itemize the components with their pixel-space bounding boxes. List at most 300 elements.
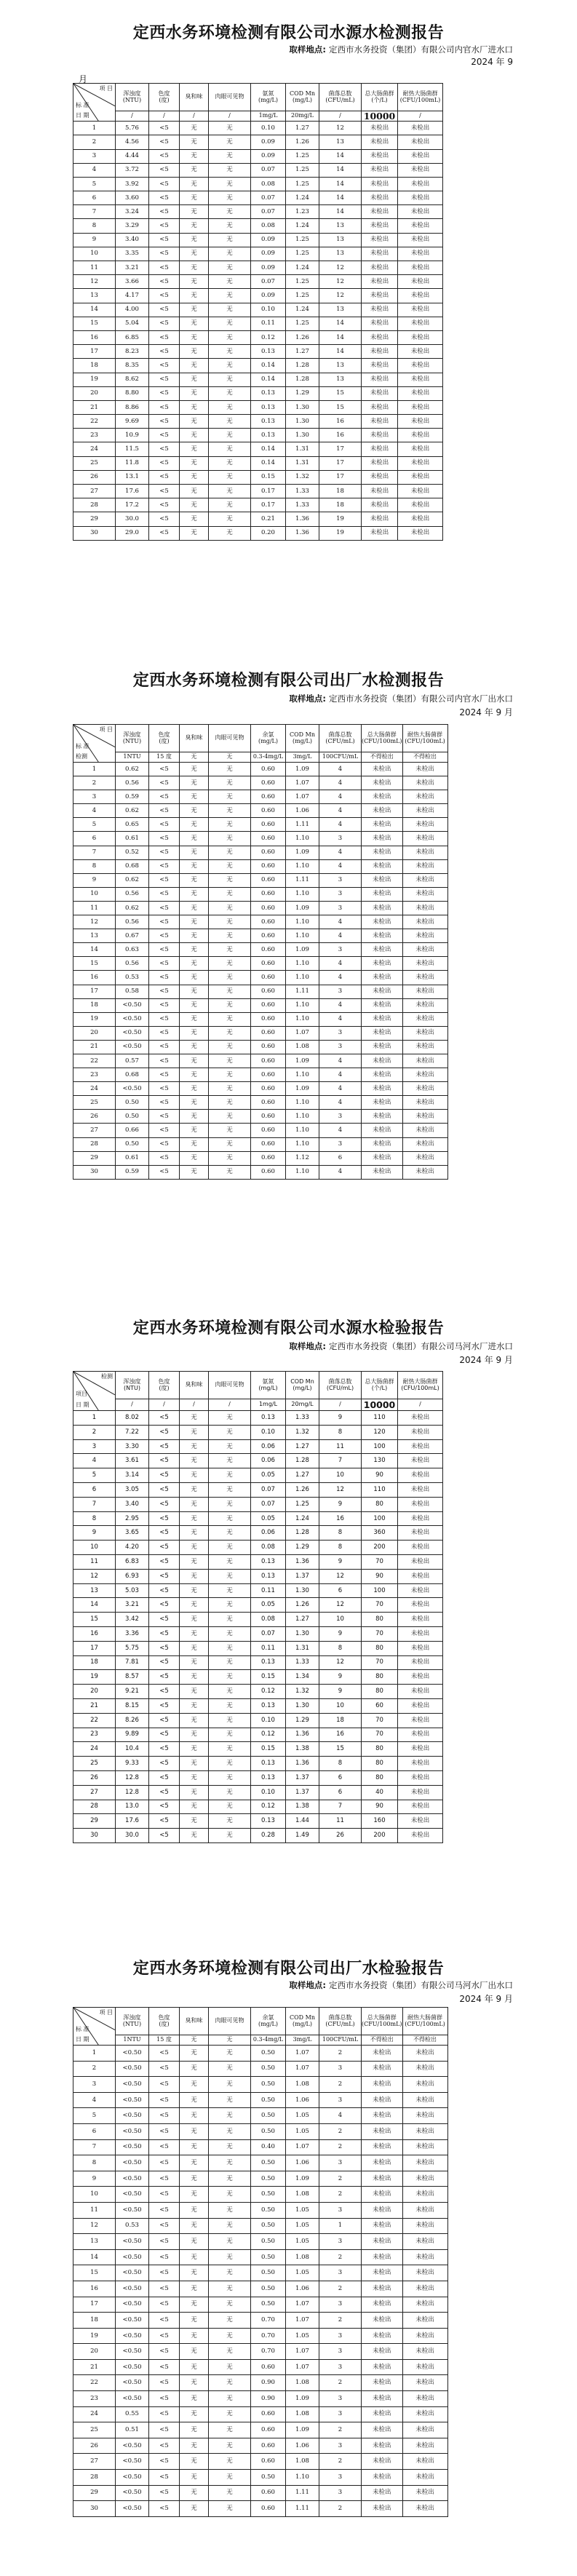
value-cell: 1.25 xyxy=(286,177,319,191)
value-cell: 无 xyxy=(180,804,209,818)
value-cell: 无 xyxy=(180,1800,209,1814)
day-cell: 30 xyxy=(73,2501,116,2517)
value-cell: 无 xyxy=(180,859,209,873)
value-cell: 1.25 xyxy=(286,289,319,303)
value-cell: 13 xyxy=(319,373,362,386)
value-cell: 1.07 xyxy=(286,1026,319,1040)
value-cell: 无 xyxy=(180,846,209,859)
value-cell: 未检出 xyxy=(402,1012,447,1026)
value-cell: 9.69 xyxy=(116,415,149,429)
value-cell: 17.2 xyxy=(116,498,149,512)
value-cell: 未检出 xyxy=(362,2422,403,2438)
value-cell: 未检出 xyxy=(402,2123,447,2139)
value-cell: 4 xyxy=(319,929,362,943)
value-cell: 无 xyxy=(209,2485,251,2501)
value-cell: <5 xyxy=(149,998,180,1012)
value-cell: 1.12 xyxy=(286,1151,319,1165)
value-cell: 12 xyxy=(319,122,362,135)
value-cell: 0.28 xyxy=(251,1829,286,1843)
table-row xyxy=(73,2313,448,2329)
value-cell: 0.60 xyxy=(251,1165,286,1179)
column-header: COD Mn (mg/L) xyxy=(286,725,319,752)
value-cell: 0.60 xyxy=(251,804,286,818)
day-cell: 26 xyxy=(73,2438,116,2454)
value-cell: 无 xyxy=(180,1569,209,1583)
value-cell: <0.50 xyxy=(116,2249,149,2265)
value-cell: 未检出 xyxy=(362,205,398,219)
value-cell: 无 xyxy=(209,887,251,901)
value-cell: 0.59 xyxy=(116,1165,149,1179)
value-cell: 无 xyxy=(180,191,209,205)
value-cell: 未检出 xyxy=(402,1096,447,1110)
day-cell: 13 xyxy=(73,2234,116,2250)
day-cell: 1 xyxy=(73,122,116,135)
value-cell: 未检出 xyxy=(402,1151,447,1165)
value-cell: 无 xyxy=(180,1151,209,1165)
value-cell: 未检出 xyxy=(398,1468,443,1483)
value-cell: 未检出 xyxy=(362,429,398,442)
report-title: 定西水务环境检测有限公司水源水检验报告 xyxy=(132,1319,445,1337)
value-cell: 未检出 xyxy=(402,2359,447,2375)
standard-limit-cell: 15 度 xyxy=(149,752,180,763)
value-cell: 未检出 xyxy=(398,1800,443,1814)
value-cell: 1.09 xyxy=(286,2422,319,2438)
value-cell: 未检出 xyxy=(362,456,398,470)
value-cell: 1.49 xyxy=(286,1829,319,1843)
table-row xyxy=(73,1742,443,1757)
value-cell: 无 xyxy=(180,1670,209,1685)
value-cell: 6 xyxy=(319,1151,362,1165)
value-cell: 13 xyxy=(319,135,362,149)
header-row xyxy=(73,725,448,752)
value-cell: 无 xyxy=(180,330,209,344)
value-cell: 0.56 xyxy=(116,776,149,790)
value-cell: 无 xyxy=(180,915,209,929)
table-row xyxy=(73,498,443,512)
value-cell: 未检出 xyxy=(398,1626,443,1641)
value-cell: 无 xyxy=(209,1800,251,1814)
sampling-label: 取样地点: xyxy=(289,1341,326,1351)
value-cell: 1.25 xyxy=(286,163,319,177)
value-cell: 1.11 xyxy=(286,818,319,832)
value-cell: <5 xyxy=(149,2046,180,2062)
value-cell: 0.05 xyxy=(251,1598,286,1613)
value-cell: <5 xyxy=(149,2155,180,2171)
value-cell: <5 xyxy=(149,901,180,915)
value-cell: 0.14 xyxy=(251,456,286,470)
value-cell: 未检出 xyxy=(402,901,447,915)
value-cell: 未检出 xyxy=(362,163,398,177)
value-cell: 29.0 xyxy=(116,526,149,540)
value-cell: 1.32 xyxy=(286,1685,319,1699)
value-cell: 无 xyxy=(209,763,251,776)
value-cell: 80 xyxy=(362,1770,398,1785)
value-cell: 0.13 xyxy=(251,386,286,400)
report-date-month: 月 xyxy=(79,74,88,84)
value-cell: 无 xyxy=(209,1096,251,1110)
value-cell: <5 xyxy=(149,470,180,484)
value-cell: 未检出 xyxy=(398,1497,443,1511)
value-cell: 无 xyxy=(209,2218,251,2234)
value-cell: 2 xyxy=(319,2123,362,2139)
value-cell: 无 xyxy=(209,526,251,540)
value-cell: 无 xyxy=(180,1468,209,1483)
value-cell: 未检出 xyxy=(362,2328,403,2344)
value-cell: 未检出 xyxy=(362,887,403,901)
value-cell: 未检出 xyxy=(398,1411,443,1426)
value-cell: 未检出 xyxy=(362,2202,403,2218)
value-cell: 1.36 xyxy=(286,1757,319,1771)
table-row xyxy=(73,2281,448,2297)
day-cell: 22 xyxy=(73,415,116,429)
value-cell: 无 xyxy=(180,1482,209,1497)
value-cell: 无 xyxy=(209,985,251,998)
value-cell: 0.20 xyxy=(251,526,286,540)
diagonal-header-cell xyxy=(73,2008,116,2046)
value-cell: 1.07 xyxy=(286,2061,319,2077)
value-cell: 3 xyxy=(319,2061,362,2077)
value-cell: 1.33 xyxy=(286,1411,319,1426)
value-cell: 0.15 xyxy=(251,1670,286,1685)
value-cell: 未检出 xyxy=(398,275,443,289)
table-row xyxy=(73,832,448,846)
value-cell: 无 xyxy=(180,1785,209,1800)
value-cell: <5 xyxy=(149,415,180,429)
value-cell: 3 xyxy=(319,2485,362,2501)
value-cell: 1.07 xyxy=(286,2344,319,2360)
value-cell: 3 xyxy=(319,901,362,915)
value-cell: 1.28 xyxy=(286,359,319,373)
value-cell: 未检出 xyxy=(362,846,403,859)
value-cell: 无 xyxy=(180,2438,209,2454)
value-cell: 3 xyxy=(319,2344,362,2360)
value-cell: 0.53 xyxy=(116,2218,149,2234)
value-cell: 无 xyxy=(180,985,209,998)
value-cell: 未检出 xyxy=(362,929,403,943)
diagonal-item-label: 项 目 xyxy=(99,85,113,92)
value-cell: <5 xyxy=(149,1468,180,1483)
value-cell: 无 xyxy=(209,1685,251,1699)
table-row xyxy=(73,804,448,818)
value-cell: 3.40 xyxy=(116,233,149,247)
value-cell: 未检出 xyxy=(362,2171,403,2187)
day-cell: 30 xyxy=(73,1829,116,1843)
value-cell: 未检出 xyxy=(362,2061,403,2077)
value-cell: 未检出 xyxy=(362,2297,403,2313)
value-cell: 1.30 xyxy=(286,429,319,442)
value-cell: 未检出 xyxy=(362,233,398,247)
value-cell: 未检出 xyxy=(362,1054,403,1068)
value-cell: <5 xyxy=(149,971,180,985)
value-cell: 11 xyxy=(319,1439,362,1454)
value-cell: 0.53 xyxy=(116,971,149,985)
value-cell: <5 xyxy=(149,818,180,832)
value-cell: 未检出 xyxy=(402,873,447,887)
value-cell: <5 xyxy=(149,429,180,442)
value-cell: 1.08 xyxy=(286,2375,319,2391)
value-cell: 1.10 xyxy=(286,1096,319,1110)
standard-limit-cell: 20mg/L xyxy=(286,111,319,122)
value-cell: 未检出 xyxy=(402,2077,447,2093)
value-cell: 0.50 xyxy=(116,1137,149,1151)
value-cell: 无 xyxy=(209,2454,251,2470)
column-header: 浑浊度 (NTU) xyxy=(116,2008,149,2035)
value-cell: 未检出 xyxy=(398,1641,443,1655)
table-row xyxy=(73,2328,448,2344)
value-cell: 未检出 xyxy=(402,2422,447,2438)
value-cell: 3.42 xyxy=(116,1613,149,1627)
value-cell: 无 xyxy=(209,442,251,456)
value-cell: 无 xyxy=(209,1068,251,1082)
value-cell: 4 xyxy=(319,957,362,971)
value-cell: 无 xyxy=(180,303,209,317)
value-cell: 未检出 xyxy=(398,303,443,317)
value-cell: 无 xyxy=(180,415,209,429)
value-cell: 无 xyxy=(180,1814,209,1829)
value-cell: 13 xyxy=(319,247,362,261)
value-cell: <5 xyxy=(149,1685,180,1699)
value-cell: 未检出 xyxy=(398,1583,443,1598)
value-cell: 0.60 xyxy=(251,1151,286,1165)
value-cell: 无 xyxy=(209,790,251,804)
value-cell: 5.75 xyxy=(116,1641,149,1655)
table-row xyxy=(73,998,448,1012)
value-cell: 26 xyxy=(319,1829,362,1843)
standard-limit-cell: / xyxy=(209,1399,251,1411)
value-cell: 无 xyxy=(180,1770,209,1785)
day-cell: 25 xyxy=(73,1757,116,1771)
value-cell: 未检出 xyxy=(362,873,403,887)
value-cell: 3 xyxy=(319,943,362,957)
value-cell: 3.35 xyxy=(116,247,149,261)
value-cell: 未检出 xyxy=(398,135,443,149)
day-cell: 2 xyxy=(73,2061,116,2077)
value-cell: 4 xyxy=(319,818,362,832)
value-cell: 无 xyxy=(180,1124,209,1137)
value-cell: 未检出 xyxy=(398,1698,443,1713)
sampling-location xyxy=(289,693,513,704)
value-cell: 15 xyxy=(319,400,362,414)
value-cell: 1.24 xyxy=(286,191,319,205)
day-cell: 17 xyxy=(73,345,116,359)
value-cell: 0.09 xyxy=(251,135,286,149)
value-cell: <5 xyxy=(149,2123,180,2139)
value-cell: <0.50 xyxy=(116,2359,149,2375)
value-cell: 1.10 xyxy=(286,929,319,943)
table-row xyxy=(73,2454,448,2470)
value-cell: 0.60 xyxy=(251,790,286,804)
value-cell: 0.12 xyxy=(251,1685,286,1699)
standard-limit-cell: 10000 xyxy=(362,1399,398,1411)
value-cell: 无 xyxy=(180,1728,209,1742)
table-row xyxy=(73,149,443,163)
value-cell: <5 xyxy=(149,1829,180,1843)
day-cell: 29 xyxy=(73,512,116,526)
value-cell: 未检出 xyxy=(362,2313,403,2329)
value-cell: 未检出 xyxy=(402,985,447,998)
value-cell: 17 xyxy=(319,456,362,470)
value-cell: 0.62 xyxy=(116,804,149,818)
value-cell: 1.36 xyxy=(286,1554,319,1569)
day-cell: 2 xyxy=(73,135,116,149)
value-cell: 无 xyxy=(209,859,251,873)
value-cell: 未检出 xyxy=(362,971,403,985)
value-cell: 3.24 xyxy=(116,205,149,219)
value-cell: 15 xyxy=(319,386,362,400)
value-cell: 未检出 xyxy=(362,943,403,957)
value-cell: 未检出 xyxy=(398,400,443,414)
value-cell: 1.37 xyxy=(286,1785,319,1800)
value-cell: 1.11 xyxy=(286,2485,319,2501)
table-row xyxy=(73,177,443,191)
day-cell: 6 xyxy=(73,1482,116,1497)
value-cell: 0.56 xyxy=(116,887,149,901)
day-cell: 19 xyxy=(73,2328,116,2344)
table-row xyxy=(73,345,443,359)
table-row xyxy=(73,1439,443,1454)
value-cell: 无 xyxy=(209,2470,251,2486)
value-cell: <0.50 xyxy=(116,2454,149,2470)
table-row xyxy=(73,943,448,957)
value-cell: <5 xyxy=(149,957,180,971)
table-row xyxy=(73,373,443,386)
value-cell: <5 xyxy=(149,135,180,149)
value-cell: 2 xyxy=(319,2187,362,2203)
value-cell: <5 xyxy=(149,2171,180,2187)
value-cell: 无 xyxy=(209,901,251,915)
value-cell: 未检出 xyxy=(402,2265,447,2281)
column-header: 色度 (度) xyxy=(149,1372,180,1399)
value-cell: 80 xyxy=(362,1685,398,1699)
value-cell: 无 xyxy=(209,1454,251,1468)
value-cell: 0.60 xyxy=(251,2454,286,2470)
value-cell: 1.30 xyxy=(286,415,319,429)
value-cell: <0.50 xyxy=(116,2202,149,2218)
value-cell: <0.50 xyxy=(116,2108,149,2124)
day-cell: 4 xyxy=(73,1454,116,1468)
value-cell: 100 xyxy=(362,1439,398,1454)
value-cell: 0.55 xyxy=(116,2406,149,2422)
value-cell: 无 xyxy=(180,1040,209,1054)
value-cell: 未检出 xyxy=(398,1425,443,1439)
table-row xyxy=(73,1583,443,1598)
day-cell: 6 xyxy=(73,191,116,205)
value-cell: 4 xyxy=(319,1124,362,1137)
value-cell: 无 xyxy=(180,2470,209,2486)
value-cell: 无 xyxy=(209,1713,251,1728)
value-cell: 未检出 xyxy=(398,219,443,233)
value-cell: 0.50 xyxy=(251,2077,286,2093)
value-cell: 未检出 xyxy=(398,122,443,135)
value-cell: 80 xyxy=(362,1742,398,1757)
value-cell: 0.15 xyxy=(251,1742,286,1757)
value-cell: 未检出 xyxy=(362,526,398,540)
value-cell: 无 xyxy=(180,2422,209,2438)
value-cell: 1.05 xyxy=(286,2123,319,2139)
column-header: 肉眼可见物 xyxy=(209,2008,251,2035)
value-cell: 0.12 xyxy=(251,1800,286,1814)
value-cell: 无 xyxy=(209,191,251,205)
table-row xyxy=(73,485,443,498)
value-cell: 0.50 xyxy=(251,2061,286,2077)
value-cell: 2 xyxy=(319,2501,362,2517)
value-cell: 1.09 xyxy=(286,846,319,859)
value-cell: <5 xyxy=(149,1728,180,1742)
value-cell: 未检出 xyxy=(398,261,443,275)
value-cell: 无 xyxy=(209,1082,251,1096)
standard-limit-cell: / xyxy=(116,1399,149,1411)
value-cell: 无 xyxy=(209,1482,251,1497)
day-cell: 5 xyxy=(73,177,116,191)
value-cell: 未检出 xyxy=(362,2092,403,2108)
day-cell: 23 xyxy=(73,1068,116,1082)
value-cell: 未检出 xyxy=(402,818,447,832)
value-cell: 无 xyxy=(209,2501,251,2517)
value-cell: 0.50 xyxy=(251,2123,286,2139)
table-row xyxy=(73,1698,443,1713)
value-cell: 1.07 xyxy=(286,2359,319,2375)
value-cell: 0.90 xyxy=(251,2375,286,2391)
value-cell: 未检出 xyxy=(398,1742,443,1757)
value-cell: <5 xyxy=(149,359,180,373)
column-header: 总大肠菌群 (个/L) xyxy=(362,84,398,111)
value-cell: 无 xyxy=(180,2234,209,2250)
value-cell: 1.05 xyxy=(286,2202,319,2218)
value-cell: 无 xyxy=(180,359,209,373)
value-cell: 未检出 xyxy=(402,2297,447,2313)
diagonal-header-cell xyxy=(73,1372,116,1411)
value-cell: 30.0 xyxy=(116,1829,149,1843)
value-cell: <0.50 xyxy=(116,2313,149,2329)
column-header: 总大肠菌群 (个/L) xyxy=(362,1372,398,1399)
value-cell: 无 xyxy=(209,2391,251,2407)
value-cell: 未检出 xyxy=(402,2391,447,2407)
value-cell: 1.24 xyxy=(286,219,319,233)
value-cell: 1.08 xyxy=(286,2406,319,2422)
value-cell: 5.76 xyxy=(116,122,149,135)
value-cell: 4 xyxy=(319,1096,362,1110)
sampling-value: 定西市水务投资（集团）有限公司马河水厂进水口 xyxy=(329,1341,513,1351)
day-cell: 13 xyxy=(73,1583,116,1598)
day-cell: 24 xyxy=(73,2406,116,2422)
value-cell: 1.37 xyxy=(286,1770,319,1785)
value-cell: 90 xyxy=(362,1569,398,1583)
table-row xyxy=(73,2218,448,2234)
value-cell: <5 xyxy=(149,1814,180,1829)
table-row xyxy=(73,2108,448,2124)
table-row xyxy=(73,2375,448,2391)
value-cell: <5 xyxy=(149,832,180,846)
value-cell: 无 xyxy=(180,2485,209,2501)
value-cell: 无 xyxy=(180,2313,209,2329)
value-cell: 无 xyxy=(209,135,251,149)
value-cell: <0.50 xyxy=(116,2297,149,2313)
value-cell: 1.36 xyxy=(286,512,319,526)
value-cell: 无 xyxy=(180,790,209,804)
table-row xyxy=(73,2438,448,2454)
value-cell: 2 xyxy=(319,2046,362,2062)
table-row xyxy=(73,1482,443,1497)
value-cell: 1.09 xyxy=(286,901,319,915)
value-cell: 4 xyxy=(319,859,362,873)
value-cell: 0.06 xyxy=(251,1439,286,1454)
value-cell: 1.05 xyxy=(286,2265,319,2281)
value-cell: 无 xyxy=(180,957,209,971)
report-date: 2024 年 9 月 xyxy=(459,1994,513,2004)
value-cell: 未检出 xyxy=(398,149,443,163)
value-cell: 17.6 xyxy=(116,1814,149,1829)
value-cell: 3.36 xyxy=(116,1626,149,1641)
